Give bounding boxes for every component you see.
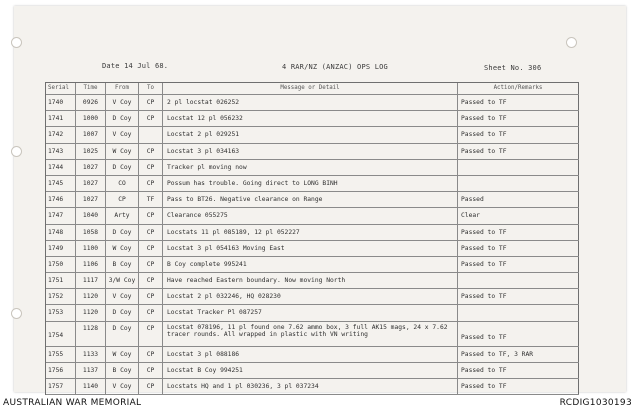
time-cell: 1040 — [76, 208, 106, 223]
message-cell: Have reached Eastern boundary. Now moving North — [163, 273, 458, 288]
message-cell: Locstat 12 pl 056232 — [163, 111, 458, 126]
time-cell: 1000 — [76, 111, 106, 126]
from-cell: B Coy — [106, 257, 139, 272]
message-cell: Locstat 3 pl 054163 Moving East — [163, 241, 458, 256]
table-row — [46, 241, 579, 257]
message-cell: Locstat 2 pl 029251 — [163, 127, 458, 142]
serial-cell: 1750 — [46, 257, 76, 272]
serial-cell: 1753 — [46, 305, 76, 320]
serial-cell: 1755 — [46, 347, 76, 362]
to-cell: CP — [139, 225, 163, 240]
table-row — [46, 160, 579, 176]
time-cell: 1007 — [76, 127, 106, 142]
from-cell: D Coy — [106, 225, 139, 240]
to-cell: CP — [139, 176, 163, 191]
to-cell: CP — [139, 257, 163, 272]
action-cell: Passed to TF — [458, 289, 579, 304]
serial-cell: 1752 — [46, 289, 76, 304]
header-message: Message or Detail — [163, 83, 458, 94]
serial-cell: 1741 — [46, 111, 76, 126]
table-row — [46, 127, 579, 143]
table-row — [46, 363, 579, 379]
serial-cell: 1744 — [46, 160, 76, 175]
punch-hole-middle — [11, 146, 22, 157]
to-cell: CP — [139, 208, 163, 223]
time-cell: 1133 — [76, 347, 106, 362]
time-cell: 1025 — [76, 144, 106, 159]
action-cell: Passed to TF — [458, 257, 579, 272]
serial-cell: 1754 — [46, 322, 76, 346]
to-cell: CP — [139, 289, 163, 304]
ops-log-table — [45, 82, 579, 395]
time-cell: 1137 — [76, 363, 106, 378]
serial-cell: 1748 — [46, 225, 76, 240]
table-row — [46, 95, 579, 111]
log-date: Date 14 Jul 68. — [102, 62, 169, 70]
serial-cell: 1743 — [46, 144, 76, 159]
action-cell: Passed to TF — [458, 322, 579, 346]
serial-cell: 1746 — [46, 192, 76, 207]
time-cell: 1100 — [76, 241, 106, 256]
table-row — [46, 257, 579, 273]
from-cell: V Coy — [106, 127, 139, 142]
time-cell: 1117 — [76, 273, 106, 288]
from-cell: D Coy — [106, 322, 139, 346]
action-cell — [458, 273, 579, 288]
time-cell: 1120 — [76, 289, 106, 304]
serial-cell: 1747 — [46, 208, 76, 223]
from-cell: CP — [106, 192, 139, 207]
from-cell: D Coy — [106, 305, 139, 320]
table-row — [46, 176, 579, 192]
from-cell: W Coy — [106, 144, 139, 159]
time-cell: 1120 — [76, 305, 106, 320]
action-cell: Passed to TF — [458, 225, 579, 240]
serial-cell: 1740 — [46, 95, 76, 110]
to-cell: CP — [139, 95, 163, 110]
serial-cell: 1756 — [46, 363, 76, 378]
serial-cell: 1749 — [46, 241, 76, 256]
from-cell: B Coy — [106, 363, 139, 378]
time-cell: 1027 — [76, 160, 106, 175]
from-cell: D Coy — [106, 160, 139, 175]
serial-cell: 1757 — [46, 379, 76, 394]
header-serial: Serial — [46, 83, 76, 94]
to-cell: CP — [139, 111, 163, 126]
from-cell: V Coy — [106, 379, 139, 394]
action-cell: Clear — [458, 208, 579, 223]
message-cell: Locstat 3 pl 088186 — [163, 347, 458, 362]
table-header-row — [46, 83, 579, 95]
message-cell: Clearance 055275 — [163, 208, 458, 223]
sheet-number: Sheet No. 306 — [484, 64, 542, 72]
action-cell — [458, 305, 579, 320]
table-row — [46, 322, 579, 347]
message-cell: 2 pl locstat 026252 — [163, 95, 458, 110]
time-cell: 1027 — [76, 176, 106, 191]
footer-archive-name: AUSTRALIAN WAR MEMORIAL — [3, 398, 142, 408]
message-cell: Locstat 078196, 11 pl found one 7.62 ammo box, 3 full AK15 mags, 24 x 7.62 tracer rounds. All wrapped in plastic with VN writing — [163, 322, 458, 346]
table-row — [46, 225, 579, 241]
table-row — [46, 289, 579, 305]
table-row — [46, 208, 579, 224]
time-cell: 1106 — [76, 257, 106, 272]
header-from: From — [106, 83, 139, 94]
header-to: To — [139, 83, 163, 94]
table-row — [46, 305, 579, 321]
message-cell: Locstats 11 pl 085189, 12 pl 052227 — [163, 225, 458, 240]
message-cell: Possum has trouble. Going direct to LONG BINH — [163, 176, 458, 191]
action-cell: Passed to TF — [458, 241, 579, 256]
to-cell: TF — [139, 192, 163, 207]
message-cell: Locstat 3 pl 034163 — [163, 144, 458, 159]
to-cell: CP — [139, 322, 163, 346]
table-row — [46, 192, 579, 208]
serial-cell: 1742 — [46, 127, 76, 142]
to-cell: CP — [139, 160, 163, 175]
to-cell: CP — [139, 144, 163, 159]
time-cell: 0926 — [76, 95, 106, 110]
from-cell: CO — [106, 176, 139, 191]
action-cell: Passed — [458, 192, 579, 207]
to-cell: CP — [139, 241, 163, 256]
time-cell: 1128 — [76, 322, 106, 346]
action-cell: Passed to TF — [458, 144, 579, 159]
from-cell: V Coy — [106, 95, 139, 110]
from-cell: V Coy — [106, 289, 139, 304]
action-cell: Passed to TF — [458, 379, 579, 394]
punch-hole-bottom — [11, 308, 22, 319]
to-cell: CP — [139, 273, 163, 288]
to-cell: CP — [139, 347, 163, 362]
table-row — [46, 111, 579, 127]
to-cell: CP — [139, 305, 163, 320]
action-cell — [458, 160, 579, 175]
message-cell: Locstat 2 pl 032246, HQ 028230 — [163, 289, 458, 304]
serial-cell: 1751 — [46, 273, 76, 288]
serial-cell: 1745 — [46, 176, 76, 191]
from-cell: D Coy — [106, 111, 139, 126]
message-cell: Locstats HQ and 1 pl 030236, 3 pl 037234 — [163, 379, 458, 394]
to-cell: CP — [139, 363, 163, 378]
table-row — [46, 144, 579, 160]
table-row — [46, 347, 579, 363]
time-cell: 1027 — [76, 192, 106, 207]
time-cell: 1058 — [76, 225, 106, 240]
action-cell: Passed to TF — [458, 363, 579, 378]
table-row — [46, 379, 579, 395]
message-cell: Tracker pl moving now — [163, 160, 458, 175]
from-cell: 3/W Coy — [106, 273, 139, 288]
action-cell: Passed to TF — [458, 95, 579, 110]
to-cell — [139, 127, 163, 142]
punch-hole-top — [11, 37, 22, 48]
table-row — [46, 273, 579, 289]
action-cell: Passed to TF — [458, 111, 579, 126]
message-cell: Locstat B Coy 994251 — [163, 363, 458, 378]
header-time: Time — [76, 83, 106, 94]
punch-hole-right — [566, 37, 577, 48]
time-cell: 1140 — [76, 379, 106, 394]
action-cell: Passed to TF, 3 RAR — [458, 347, 579, 362]
from-cell: W Coy — [106, 241, 139, 256]
message-cell: B Coy complete 995241 — [163, 257, 458, 272]
to-cell: CP — [139, 379, 163, 394]
message-cell: Pass to BT26. Negative clearance on Range — [163, 192, 458, 207]
action-cell — [458, 176, 579, 191]
header-action: Action/Remarks — [458, 83, 579, 94]
log-title: 4 RAR/NZ (ANZAC) OPS LOG — [282, 63, 388, 71]
message-cell: Locstat Tracker Pl 087257 — [163, 305, 458, 320]
from-cell: W Coy — [106, 347, 139, 362]
action-cell: Passed to TF — [458, 127, 579, 142]
from-cell: Arty — [106, 208, 139, 223]
footer-record-id: RCDIG1030193 — [559, 398, 632, 408]
